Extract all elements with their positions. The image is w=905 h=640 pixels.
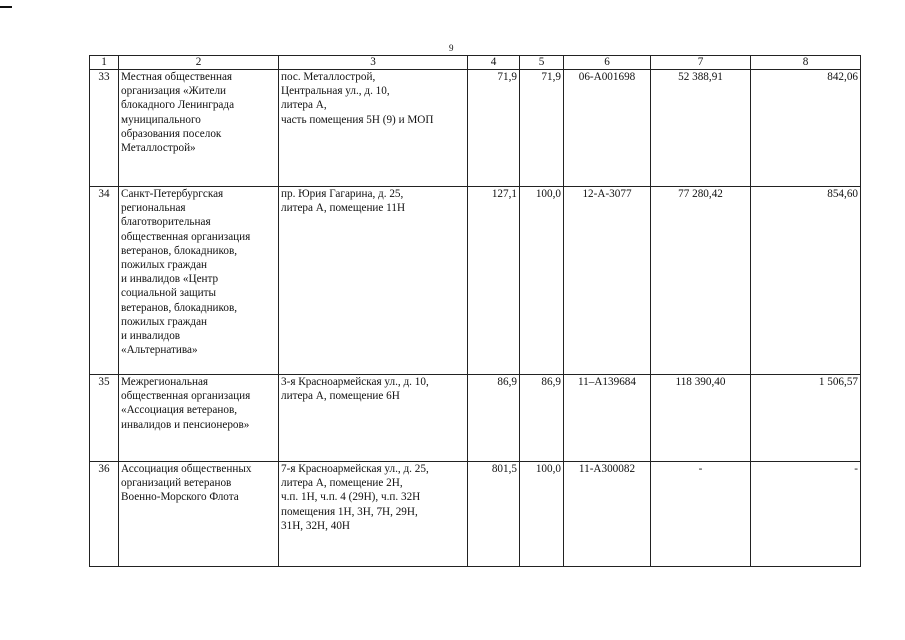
header-cell: 2 (119, 56, 279, 70)
table-row (90, 187, 861, 375)
header-cell: 7 (651, 56, 751, 70)
header-cell: 4 (468, 56, 520, 70)
cell-col6: 11-А300082 (564, 462, 651, 567)
header-cell: 3 (279, 56, 468, 70)
cell-col8: 842,06 (751, 70, 861, 187)
row-number: 35 (90, 375, 119, 462)
cell-col5: 100,0 (520, 462, 564, 567)
cell-col7: - (651, 462, 751, 567)
cell-col4: 86,9 (468, 375, 520, 462)
organization-name: Ассоциация общественных организаций ветеранов Военно-Морского Флота (119, 462, 279, 567)
cell-col6: 11–А139684 (564, 375, 651, 462)
header-cell: 1 (90, 56, 119, 70)
cell-col8: - (751, 462, 861, 567)
table-header-row (90, 56, 861, 70)
address: 3-я Красноармейская ул., д. 10, литера А, помещение 6Н (279, 375, 468, 462)
table-row (90, 375, 861, 462)
organization-name: Межрегиональная общественная организация «Ассоциация ветеранов, инвалидов и пенсионеров» (119, 375, 279, 462)
cell-col5: 100,0 (520, 187, 564, 375)
cell-col7: 77 280,42 (651, 187, 751, 375)
page-number: 9 (449, 43, 454, 53)
header-cell: 8 (751, 56, 861, 70)
cell-col4: 127,1 (468, 187, 520, 375)
cell-col8: 854,60 (751, 187, 861, 375)
row-number: 34 (90, 187, 119, 375)
table-row (90, 462, 861, 567)
table-row (90, 70, 861, 187)
row-number: 33 (90, 70, 119, 187)
header-cell: 6 (564, 56, 651, 70)
data-table (89, 55, 861, 567)
cell-col5: 86,9 (520, 375, 564, 462)
cell-col8: 1 506,57 (751, 375, 861, 462)
cell-col7: 52 388,91 (651, 70, 751, 187)
cell-col4: 801,5 (468, 462, 520, 567)
cell-col4: 71,9 (468, 70, 520, 187)
organization-name: Санкт-Петербургская региональная благотворительная общественная организация ветеранов, блокадников, пожилых граждан и инвалидов «Центр социальной защиты ветеранов, блокадников, пожилых граждан и инвалидов «Альтернатива» (119, 187, 279, 375)
address: пос. Металлострой, Центральная ул., д. 10, литера А, часть помещения 5Н (9) и МОП (279, 70, 468, 187)
cell-col6: 12-А-3077 (564, 187, 651, 375)
cell-col6: 06-А001698 (564, 70, 651, 187)
corner-mark (0, 6, 12, 8)
header-cell: 5 (520, 56, 564, 70)
cell-col5: 71,9 (520, 70, 564, 187)
address: пр. Юрия Гагарина, д. 25, литера А, помещение 11Н (279, 187, 468, 375)
address: 7-я Красноармейская ул., д. 25, литера А, помещение 2Н, ч.п. 1Н, ч.п. 4 (29Н), ч.п. 32Н помещения 1Н, 3Н, 7Н, 29Н, 31Н, 32Н, 40Н (279, 462, 468, 567)
organization-name: Местная общественная организация «Жители блокадного Ленинграда муниципального образования поселок Металлострой» (119, 70, 279, 187)
row-number: 36 (90, 462, 119, 567)
cell-col7: 118 390,40 (651, 375, 751, 462)
